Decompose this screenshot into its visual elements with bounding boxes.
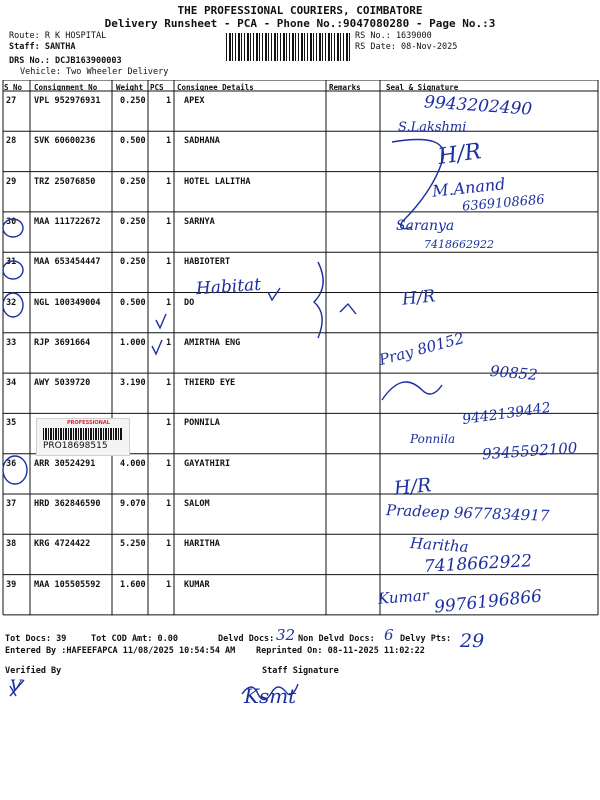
verified-by-label: Verified By (5, 666, 62, 676)
handwritten-name: M.Anand (431, 174, 507, 201)
reprinted-on: Reprinted On: 08-11-2025 11:02:22 (256, 646, 425, 656)
row-pcs: 1 (166, 96, 172, 106)
row-consignment-no: MAA 105505592 (34, 579, 101, 590)
row-consignee: SADHANA (184, 136, 220, 147)
handwritten-name: Habitat (195, 274, 262, 300)
handwritten-phone: 9943202490 (423, 92, 533, 120)
row-sno: 28 (6, 136, 17, 147)
delivery-points-label: Delvy Pts: (400, 634, 452, 644)
col-sno: S No (4, 83, 23, 92)
rs-date: RS Date: 08-Nov-2025 (355, 42, 458, 52)
row-weight: 1.600 (120, 579, 146, 590)
row-weight: 0.250 (120, 176, 146, 187)
row-weight: 1.000 (120, 337, 146, 348)
col-seal-signature: Seal & Signature (386, 83, 459, 92)
delivery-points-value: 29 (460, 630, 485, 652)
vehicle-label: Vehicle: Two Wheeler Delivery (20, 67, 169, 77)
staff-signature-mark: Ksmt (244, 684, 297, 708)
staff-signature-label: Staff Signature (262, 666, 339, 676)
row-consignee: APEX (184, 96, 205, 106)
row-sno: 30 (6, 216, 17, 227)
row-consignment-no: AWY 5039720 (34, 378, 91, 389)
row-consignment-no: MAA 111722672 (34, 216, 101, 227)
row-pcs: 1 (166, 499, 172, 509)
row-weight: 9.070 (120, 499, 146, 509)
staff-label: Staff: SANTHA (9, 42, 76, 52)
non-delivered-docs-value: 6 (384, 626, 394, 644)
row-consignee: SARNYA (184, 216, 215, 227)
handwritten-name: Saranya (396, 218, 455, 234)
row-pcs: 1 (166, 378, 172, 389)
row-pcs: 1 (166, 216, 172, 227)
handwritten-name: S.Lakshmi (398, 120, 467, 135)
company-title: THE PROFESSIONAL COURIERS, COIMBATORE (177, 4, 423, 17)
row-pcs: 1 (166, 176, 172, 187)
row-consignment-no: RJP 3691664 (34, 337, 91, 348)
row-consignee: SALOM (184, 499, 210, 509)
entered-by: Entered By :HAFEEFAPCA 11/08/2025 10:54:54 AM (5, 646, 236, 656)
handwritten-phone: 90852 (489, 361, 539, 385)
row-sno: 27 (6, 96, 17, 106)
row-consignee: HOTEL LALITHA (184, 176, 251, 187)
row-sno: 31 (6, 257, 17, 268)
row-consignment-no: KRG 4724422 (34, 539, 91, 550)
handwritten-hr: H/R (401, 286, 437, 310)
route-label: Route: R K HOSPITAL (9, 31, 107, 41)
row-weight: 3.190 (120, 378, 146, 389)
row-consignment-no: MAA 653454447 (34, 257, 101, 268)
handwritten-hr: H/R (392, 474, 433, 500)
col-consignment: Consignment No (34, 83, 98, 92)
handwritten-hr: H/R (436, 139, 483, 170)
handwritten-name: Pray 80152 (377, 329, 467, 369)
row-weight: 0.500 (120, 136, 146, 147)
row-pcs: 1 (166, 539, 172, 550)
col-remarks: Remarks (329, 83, 361, 92)
row-pcs: 1 (166, 136, 172, 147)
col-pcs: PCS (150, 83, 164, 92)
row-sno: 36 (6, 458, 17, 469)
row-sno: 35 (6, 418, 17, 429)
rs-number: RS No.: 1639000 (355, 31, 432, 41)
row-consignee: THIERD EYE (184, 378, 236, 389)
row-consignee: DO (184, 297, 195, 308)
row-consignee: AMIRTHA ENG (184, 337, 241, 348)
row-consignment-no: ARR 30524291 (34, 458, 96, 469)
row-weight: 0.250 (120, 96, 146, 106)
handwritten-name-phone: Pradeep 9677834917 (385, 501, 550, 525)
total-docs: Tot Docs: 39 (5, 634, 67, 644)
row-consignment-no: VPL 952976931 (34, 96, 101, 106)
handwritten-phone: 9976196866 (433, 586, 543, 618)
row-consignment-no: NGL 100349004 (34, 297, 101, 308)
handwritten-name: Kumar (377, 586, 430, 608)
handwritten-phone: 6369108686 (461, 192, 546, 215)
row-consignee: KUMAR (184, 579, 210, 590)
row-sno: 34 (6, 378, 17, 389)
runsheet-subtitle: Delivery Runsheet - PCA - Phone No.:9047080280 - Page No.:3 (104, 17, 496, 30)
handwritten-phone: 7418662922 (423, 551, 533, 577)
sticker-code: PRO18698515 (43, 441, 108, 451)
row-consignment-no: HRD 362846590 (34, 499, 101, 509)
row-sno: 33 (6, 337, 17, 348)
handwritten-name: Ponnila (410, 432, 456, 446)
row-sno: 39 (6, 579, 17, 590)
handwritten-name: Haritha (409, 533, 470, 557)
row-weight: 5.250 (120, 539, 146, 550)
total-cod: Tot COD Amt: 0.00 (91, 634, 178, 644)
row-consignee: GAYATHIRI (184, 458, 231, 469)
row-consignee: HARITHA (184, 539, 220, 550)
handwritten-phone: 9345592100 (481, 438, 578, 464)
consignment-sticker: PROFESSIONAL PRO18698515 (36, 418, 130, 456)
row-pcs: 1 (166, 418, 172, 429)
row-pcs: 1 (166, 337, 172, 348)
col-weight: Weight (116, 83, 144, 92)
handwritten-phone: 7418662922 (424, 238, 494, 251)
row-weight: 0.250 (120, 257, 146, 268)
row-pcs: 1 (166, 458, 172, 469)
row-sno: 32 (6, 297, 17, 308)
row-consignment-no: SVK 60600236 (34, 136, 96, 147)
row-sno: 37 (6, 499, 17, 509)
non-delivered-docs-label: Non Delvd Docs: (298, 634, 375, 644)
delivered-docs-label: Delvd Docs: (218, 634, 275, 644)
row-pcs: 1 (166, 297, 172, 308)
row-consignee: HABIOTERT (184, 257, 231, 268)
delivered-docs-value: 32 (276, 626, 296, 644)
col-consignee: Consignee Details (177, 83, 254, 92)
row-sno: 38 (6, 539, 17, 550)
row-sno: 29 (6, 176, 17, 187)
handwritten-phone: 9442139442 (461, 399, 552, 429)
drs-label: DRS No.: DCJB163900003 (9, 56, 122, 66)
row-consignment-no: TRZ 25076850 (34, 176, 96, 187)
verified-by-mark: V (10, 676, 22, 695)
row-pcs: 1 (166, 257, 172, 268)
row-pcs: 1 (166, 579, 172, 590)
row-consignee: PONNILA (184, 418, 220, 429)
row-weight: 4.000 (120, 458, 146, 469)
row-weight: 0.500 (120, 297, 146, 308)
row-weight: 0.250 (120, 216, 146, 227)
